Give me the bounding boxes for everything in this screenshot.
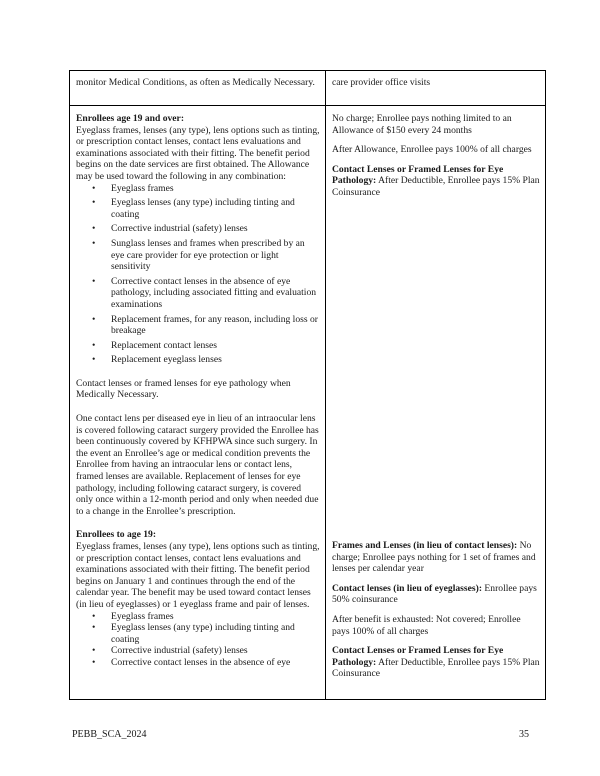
footer-doc-id: PEBB_SCA_2024	[72, 729, 147, 740]
top-row-right-cell	[332, 77, 540, 89]
child-intro: Eyeglass frames, lenses (any type), lens options such as tinting, or prescription contact lenses, contact lens evaluations and examinations associated with their fitting. The benefit period begins on January 1 and continues through the end of the calendar year. The benefit may be used toward contact lenses (in lieu of eyeglasses) or 1 eyeglass frame and pair of lenses.	[76, 541, 320, 610]
child-cost-cell	[332, 540, 540, 680]
child-pathology-label: Contact Lenses or Framed Lenses for Eye Pathology:	[332, 645, 504, 668]
adult-allowance-list	[76, 183, 320, 366]
child-frames-cost	[332, 540, 540, 575]
top-row-left-text: monitor Medical Conditions, as often as Medically Necessary.	[76, 77, 315, 88]
adult-section	[76, 113, 320, 183]
adult-cost-after-allowance: After Allowance, Enrollee pays 100% of all charges	[332, 144, 532, 156]
list-item: • Replacement eyeglass lenses	[76, 354, 320, 366]
child-contacts-value: Enrollee pays 50% coinsurance	[332, 582, 537, 606]
child-pathology-value: After Deductible, Enrollee pays 15% Plan Coinsurance	[332, 656, 540, 680]
list-item: • Corrective industrial (safety) lenses	[76, 223, 320, 235]
column-divider	[325, 71, 326, 699]
list-item: • Corrective industrial (safety) lenses	[76, 645, 320, 657]
row-divider	[70, 105, 545, 106]
child-heading: Enrollees to age 19:	[76, 529, 157, 541]
list-item: • Corrective contact lenses in the absence of eye	[76, 657, 320, 669]
list-item: • Replacement frames, for any reason, including loss or breakage	[76, 314, 320, 337]
list-item: • Corrective contact lenses in the absence of eye pathology, including associated fitting and evaluation examinations	[76, 276, 320, 311]
child-frames-label: Frames and Lenses (in lieu of contact lenses):	[332, 540, 518, 551]
child-frames-value: No charge; Enrollee pays nothing for 1 set of frames and lenses per calendar year	[332, 540, 536, 575]
adult-pathology-value: After Deductible, Enrollee pays 15% Plan Coinsurance	[332, 175, 540, 198]
child-contacts-label: Contact lenses (in lieu of eyeglasses):	[332, 582, 483, 594]
list-item: • Eyeglass frames	[76, 183, 320, 195]
adult-cost-cell	[332, 113, 540, 199]
top-row-right-text: care provider office visits	[332, 77, 431, 88]
child-exhausted: After benefit is exhausted: Not covered; Enrollee pays 100% of all charges	[332, 613, 521, 637]
adult-cost-allowance: No charge; Enrollee pays nothing limited to an Allowance of $150 every 24 months	[332, 113, 512, 136]
list-item: • Eyeglass frames	[76, 611, 320, 623]
child-contacts-cost	[332, 583, 540, 606]
top-row-left-cell	[76, 77, 320, 89]
coverage-description-cell	[76, 113, 320, 669]
adult-pathology-cost	[332, 164, 540, 199]
page-number: 35	[519, 729, 529, 740]
child-pathology-cost	[332, 645, 540, 680]
adult-pathology-label: Contact Lenses or Framed Lenses for Eye Pathology:	[332, 163, 504, 187]
child-benefit-list	[76, 611, 320, 669]
list-item: • Eyeglass lenses (any type) including tinting and coating	[76, 197, 320, 220]
cataract-paragraph: One contact lens per diseased eye in lieu of an intraocular lens is covered following cataract surgery provided the Enrollee has been continuously covered by KFHPWA since such surgery. In the event an Enrollee’s age or medical condition prevents the Enrollee from having an intraocular lens or contact lens, framed lenses are available. Replacement of lenses for eye pathology, including following cataract surgery, is covered only once within a 12-month period and only when needed due to a change in the Enrollee’s prescription.	[76, 413, 319, 517]
adult-heading: Enrollees age 19 and over:	[76, 113, 185, 124]
adult-intro: Eyeglass frames, lenses (any type), lens options such as tinting, or prescription contact lenses, contact lens evaluations and examinations associated with their fitting. The benefit period begins on the date services are first obtained. The Allowance may be used toward the following in any combination:	[76, 124, 320, 182]
child-section	[76, 529, 320, 610]
benefits-table	[69, 70, 546, 700]
list-item: • Sunglass lenses and frames when prescribed by an eye care provider for eye protection or light sensitivity	[76, 238, 320, 273]
pathology-paragraph: Contact lenses or framed lenses for eye pathology when Medically Necessary.	[76, 377, 291, 401]
list-item: • Replacement contact lenses	[76, 340, 320, 352]
list-item: • Eyeglass lenses (any type) including tinting and coating	[76, 622, 320, 645]
